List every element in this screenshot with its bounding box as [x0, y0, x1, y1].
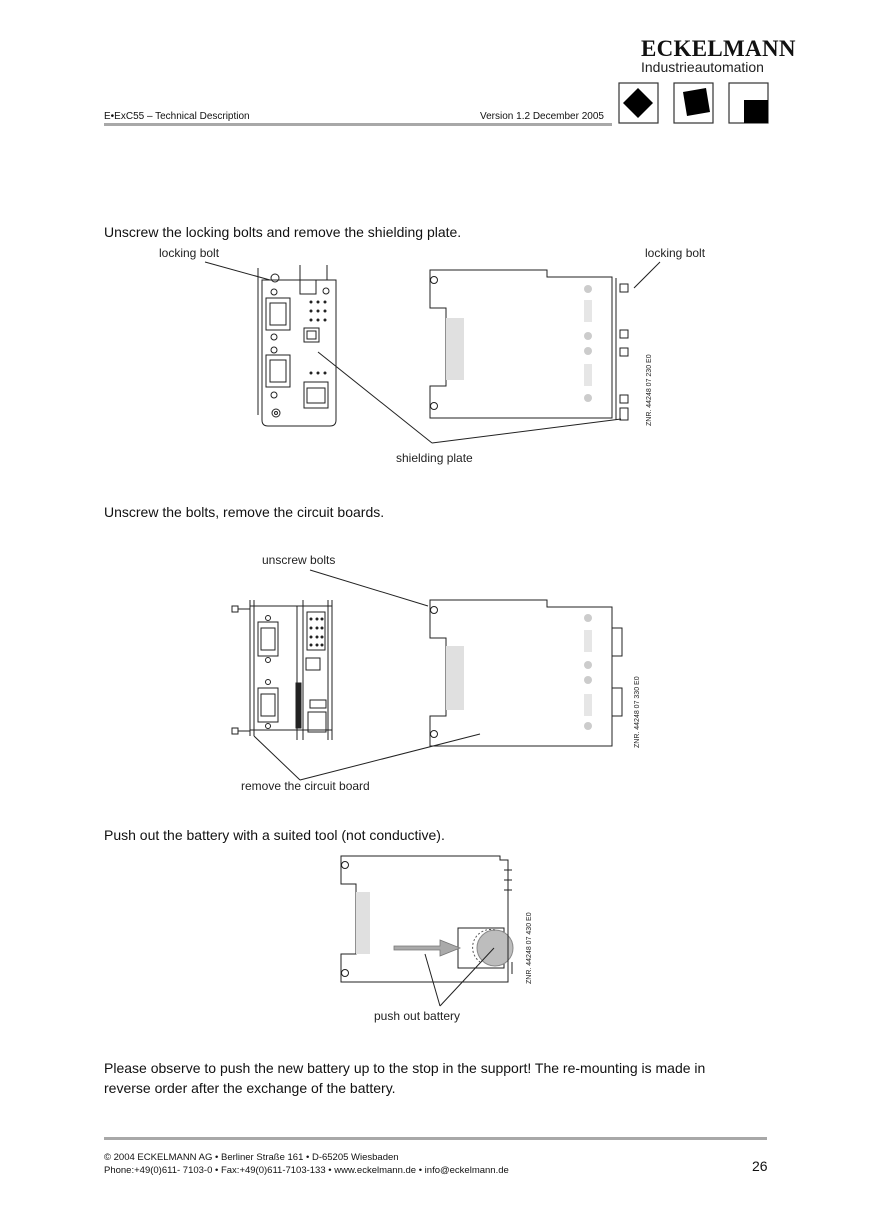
instruction-1: Unscrew the locking bolts and remove the shielding plate. — [104, 224, 462, 240]
logo-squares-graphic — [618, 82, 770, 124]
figure-battery — [0, 850, 870, 1030]
label-shielding-plate: shielding plate — [396, 451, 473, 465]
push-arrow-icon — [394, 940, 460, 956]
label-locking-bolt-right: locking bolt — [645, 246, 706, 260]
figure-circuit-boards — [0, 548, 870, 798]
device-side-view — [430, 270, 628, 420]
closing-line-1: Please observe to push the new battery up to the stop in the support! The re-mounting is made in — [104, 1060, 706, 1076]
device-side-view-2 — [430, 600, 622, 746]
footer-address: © 2004 ECKELMANN AG • Berliner Straße 161 • D-65205 Wiesbaden — [104, 1152, 399, 1163]
figure-shielding-plate — [0, 240, 870, 470]
page-number: 26 — [752, 1158, 768, 1174]
instruction-3: Push out the battery with a suited tool (not conductive). — [104, 827, 445, 843]
device-battery-view — [341, 856, 513, 982]
label-unscrew-bolts: unscrew bolts — [262, 553, 336, 567]
instruction-2: Unscrew the bolts, remove the circuit boards. — [104, 504, 385, 520]
company-logo-text: ECKELMANN — [641, 36, 796, 61]
footer-rule — [104, 1137, 767, 1140]
drawing-number-1: ZNR. 44248 07 230 E0 — [646, 354, 653, 426]
document-title: E•ExC55 – Technical Description — [104, 111, 250, 122]
header-rule — [104, 123, 612, 126]
label-locking-bolt-left: locking bolt — [159, 246, 220, 260]
device-boards-view — [232, 600, 332, 740]
closing-line-2: reverse order after the exchange of the battery. — [104, 1080, 396, 1096]
footer-contact: Phone:+49(0)611- 7103-0 • Fax:+49(0)611-7103-133 • www.eckelmann.de • info@eckelmann.de — [104, 1165, 509, 1176]
drawing-number-2: ZNR. 44248 07 330 E0 — [634, 676, 641, 748]
drawing-number-3: ZNR. 44248 07 430 E0 — [526, 912, 533, 984]
label-remove-circuit-board: remove the circuit board — [241, 779, 370, 793]
device-front-view — [258, 265, 336, 426]
label-push-out-battery: push out battery — [374, 1009, 461, 1023]
document-version: Version 1.2 December 2005 — [480, 111, 604, 122]
company-division: Industrieautomation — [641, 59, 764, 75]
